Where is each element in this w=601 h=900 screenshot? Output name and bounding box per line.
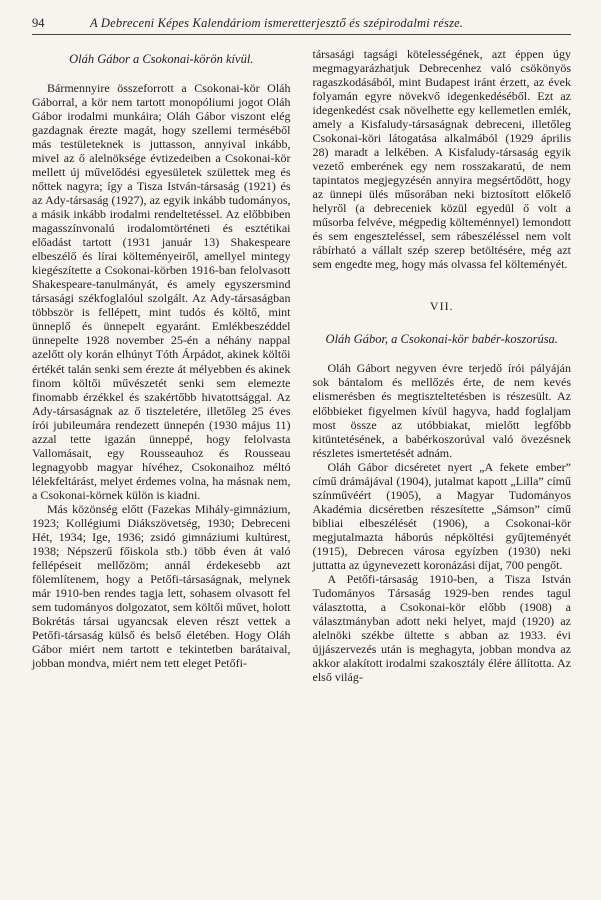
paragraph: A Petőfi-társaság 1910-ben, a Tisza István Tudományos Társaság 1929-ben rendes tagul választotta, a Csokonai-kör előbb (1908) a választmányban adott neki helyet, majd (1920) az alelnöki székbe ültette s abban az 1933. évi újjászervezés után is meghagyta, jobban mondva az akkor alakított irodalmi szakosztály élére állította. Az első világ- [312,571,571,685]
paragraph: Oláh Gábort negyven évre terjedő írói pályáján sok bántalom és mellőzés érte, de nem kevés elismerésben és megtiszteltetésben is részesült. Az előbbieket figyelmen kívül hagyva, hadd foglaljam most össze az utóbbiakat, mielőtt legfőbb kitüntetésének, a babérkoszorúval való övezésnek részletes ismertetését adnám. [312,361,571,460]
paragraph: Oláh Gábor dicséretet nyert „A fekete ember” című drámájával (1904), jutalmat kapott „Lilla” című színművéért (1905), a Magyar Tudományos Akadémia dicséretben részesítette „Sámson” című bibliai elbeszélését (1906), a Csokonai-kör megjutalmazta háborús népköltési gyűjteményét (1915), Debrecen városa egyízben (1930) neki juttatta az úgynevezett koronázási díjat, 700 pengőt. [312,459,571,572]
right-column [313,47,572,685]
right-section-heading: Oláh Gábor, a Csokonai-kör babér-koszorúsa. [325,332,558,347]
paragraph: Bármennyire összeforrott a Csokonai-kör Oláh Gáborral, a kör nem tartott monopóliumi jogot Oláh Gábor irodalmi munkáira; Oláh Gábor viszont elég gazdagnak érezte magát, hogy szellemi terméséből más testületeknek is juttasson, annyival inkább, mivel az ő alelnöksége évtizedeiben a Csokonai-kör mellett új művelődési egyesületek születtek meg és nőttek nagyra; így a Tisza István-társaság (1921) és az Ady-társaság (1927), az egyik inkább tudományos, a másik inkább irodalmi rendeltetéssel. Az előbbiben magasszínvonalú irodalomtörténeti és esztétikai előadást tartott (1931 január 13) Shakespeare elbeszélő és lírai költeményeiről, amellyel mintegy kiegészítette a Csokonai-körben 1916-ban felolvasott Shakespeare-tanulmányát, és amely egyszersmind társasági székfoglalóul szolgált. Az Ady-társaságban többször is fellépett, mint tudós és költő, mint ünneplő és ünnepelt egyaránt. Emlékbeszéddel ünnepelte 1928 november 25-én a néhány nappal azelőtt oly korán elhúnyt Tóth Árpádot, akinek költői értékét talán senki sem érezte át mélyebben és akinek finom költői művészetét senki sem elemezte finomabb érzékkel és szakértőbb hivatottsággal. Az Ady-társaságnak az ő tiszteletére, illetőleg 25 éves írói jubileumára rendezett ünnepén (1930 május 11) azzal tette igazán ünneppé, hogy felolvasta Vallomásait, egy Rousseauhoz és Rousseau legnagyobb magyar hívéhez, Csokonaihoz méltó lélekfeltárást, melyet érdemes volna, ha másnak nem, a Csokonai-körnek külön is kiadni. [32,80,291,502]
page-number: 94 [32,16,45,30]
text-columns [32,47,571,685]
paragraph: Más közönség előtt (Fazekas Mihály-gimnázium, 1923; Kollégiumi Diákszövetség, 1930; Debreceni Hét, 1934; Ige, 1936; zsidó gimnáziumi kultúrest, 1938; Népszerű főiskola stb.) több éven át való fellépéseit mellőzöm; annál érdekesebb azt fölemlítenem, hogy a Petőfi-társaságnak, melynek már 1910-ben rendes tagja lett, sohasem olvasott fel sem tudományos dolgozatot, sem költői művet, holott Bokrétás társai ugyancsak eleven részt vettek a Petőfi-társaság külső és belső életében. Hogy Oláh Gábor miért nem tartott e tekintetben barátaival, jobban mondva, miért nem tett eleget Petőfi- [32,501,291,671]
header-divider [32,34,571,35]
running-title: A Debreceni Képes Kalendáriom ismeretterjesztő és szépirodalmi része. [90,16,464,30]
page-header [32,16,571,34]
left-column [32,47,291,685]
continuation-paragraph: társasági tagsági kötelességének, azt éppen úgy megmagyarázhatjuk Debrecenhez való csökönyös ragaszkodásából, mint Budapest iránt érzett, az évek folyamán egyre növekvő idegenkedéséből. Ezt az idegenkedést csak növelhette egy kellemetlen emlék, amely a Kisfaludy-társaságnak debreceni, illetőleg Csokonai-köri látogatása alkalmából (1929 április 28) maradt a lelkében. A Kisfaludy-társaság egyik vezető emberének egy nem rosszakaratú, de nem tapintatos megjegyzésén annyira megsértődött, hogy az ünnepi ülés műsorában neki biztosított előkelő helyről (a debreceniek közül egyedül ő volt a műsorba felvéve, mégpedig költeménnyel) lemondott és sem engeszteléssel, sem rábeszéléssel nem volt rábírható a vállalt szép szerep betöltésére, még azt sem engedte meg, hogy más olvassa fel költeményét. [312,46,571,272]
chapter-number: VII. [429,299,454,314]
left-section-heading: Oláh Gábor a Csokonai-körön kívül. [69,51,254,66]
